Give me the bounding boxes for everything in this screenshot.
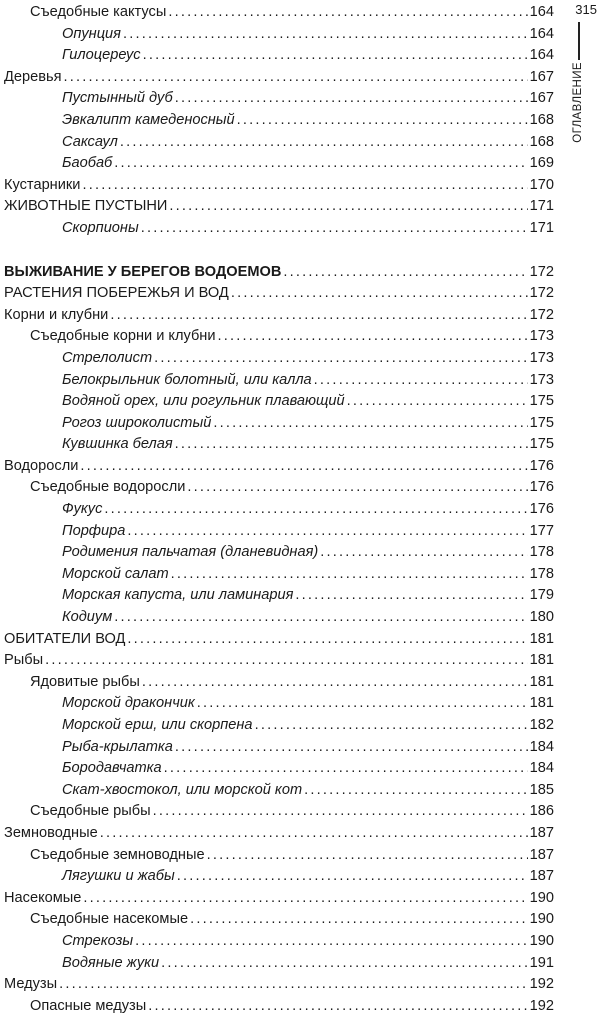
toc-entry-page: 173 bbox=[529, 349, 554, 366]
toc-entry-title: Опунция bbox=[62, 25, 121, 42]
dot-leader bbox=[283, 262, 527, 284]
toc-entry-page: 180 bbox=[529, 609, 554, 626]
dot-leader bbox=[143, 45, 528, 67]
dot-leader bbox=[120, 132, 528, 154]
toc-entry-title: Эвкалипт камеденосный bbox=[62, 111, 235, 128]
dot-leader bbox=[80, 456, 527, 478]
toc-entry-title: Водоросли bbox=[4, 457, 79, 474]
toc-entry bbox=[0, 888, 554, 910]
toc-entry bbox=[0, 629, 554, 651]
toc-entry-page: 175 bbox=[529, 436, 554, 453]
toc-entry-title: ВЫЖИВАНИЕ У БЕРЕГОВ ВОДОЕМОВ bbox=[4, 263, 282, 280]
toc-entry-page: 175 bbox=[529, 393, 554, 410]
toc-entry-title: Кодиум bbox=[62, 609, 113, 626]
toc-entry-page: 172 bbox=[529, 285, 554, 302]
toc-entry-page: 177 bbox=[529, 522, 554, 539]
toc-entry-page: 167 bbox=[529, 68, 554, 85]
toc-entry bbox=[0, 542, 554, 564]
toc-entry-title: ОБИТАТЕЛИ ВОД bbox=[4, 630, 126, 647]
toc-entry-title: Кустарники bbox=[4, 176, 81, 193]
dot-leader bbox=[45, 650, 528, 672]
toc-entry-page: 179 bbox=[529, 587, 554, 604]
toc-entry bbox=[0, 801, 554, 823]
toc-entry bbox=[0, 153, 554, 175]
toc-entry-page: 182 bbox=[529, 717, 554, 733]
dot-leader bbox=[154, 348, 528, 370]
toc-entry bbox=[0, 110, 554, 132]
toc-entry-page: 176 bbox=[529, 501, 554, 518]
table-of-contents bbox=[0, 2, 554, 1017]
toc-entry-page: 181 bbox=[529, 652, 554, 669]
toc-entry-page: 190 bbox=[529, 932, 554, 949]
toc-entry-page: 167 bbox=[529, 90, 554, 107]
toc-entry-page: 178 bbox=[529, 544, 554, 561]
dot-leader bbox=[218, 326, 528, 348]
toc-entry bbox=[0, 521, 554, 543]
dot-leader bbox=[169, 196, 527, 218]
toc-entry-page: 171 bbox=[529, 219, 554, 236]
toc-entry-page: 185 bbox=[529, 781, 554, 798]
toc-entry-page: 164 bbox=[529, 47, 554, 64]
dot-leader bbox=[164, 758, 528, 780]
dot-leader bbox=[295, 585, 527, 607]
toc-entry-page: 181 bbox=[529, 630, 554, 647]
toc-entry bbox=[0, 67, 554, 89]
toc-entry bbox=[0, 305, 554, 327]
toc-entry-page: 181 bbox=[529, 673, 554, 690]
dot-leader bbox=[104, 499, 527, 521]
toc-entry-title: Фукус bbox=[62, 501, 103, 518]
dot-leader bbox=[175, 737, 528, 759]
dot-leader bbox=[175, 88, 528, 110]
page-number: 315 bbox=[575, 2, 597, 17]
toc-entry-title: Медузы bbox=[4, 976, 58, 993]
toc-entry-page: 192 bbox=[529, 997, 554, 1014]
toc-entry-page: 181 bbox=[529, 695, 554, 712]
toc-entry bbox=[0, 823, 554, 845]
toc-entry bbox=[0, 196, 554, 218]
toc-entry-title: Рыба-крылатка bbox=[62, 738, 173, 755]
toc-entry bbox=[0, 499, 554, 521]
dot-leader bbox=[148, 996, 527, 1017]
toc-entry-title: Съедобные кактусы bbox=[30, 4, 167, 20]
toc-entry bbox=[0, 845, 554, 867]
toc-entry bbox=[0, 931, 554, 953]
dot-leader bbox=[190, 909, 528, 931]
toc-entry bbox=[0, 909, 554, 931]
toc-entry-page: 176 bbox=[529, 479, 554, 496]
dot-leader bbox=[114, 153, 527, 175]
toc-entry-page: 191 bbox=[529, 954, 554, 971]
toc-entry-page: 187 bbox=[529, 868, 554, 885]
dot-leader bbox=[231, 283, 528, 305]
dot-leader bbox=[127, 521, 527, 543]
toc-entry bbox=[0, 780, 554, 802]
toc-entry-page: 171 bbox=[529, 198, 554, 215]
dot-leader bbox=[135, 931, 528, 953]
dot-leader bbox=[114, 607, 527, 629]
toc-entry bbox=[0, 585, 554, 607]
toc-entry-title: Корни и клубни bbox=[4, 306, 109, 323]
dot-leader bbox=[82, 175, 527, 197]
toc-entry-title: Деревья bbox=[4, 68, 62, 85]
toc-entry bbox=[0, 996, 554, 1017]
dot-leader bbox=[304, 780, 528, 802]
toc-entry bbox=[0, 24, 554, 46]
dot-leader bbox=[100, 823, 528, 845]
toc-entry-page: 172 bbox=[529, 306, 554, 323]
toc-entry bbox=[0, 262, 554, 284]
toc-entry bbox=[0, 88, 554, 110]
toc-entry-page: 184 bbox=[529, 760, 554, 777]
dot-leader bbox=[314, 370, 528, 392]
toc-entry-page: 175 bbox=[529, 414, 554, 431]
toc-entry bbox=[0, 326, 554, 348]
dot-leader bbox=[255, 715, 528, 737]
toc-entry bbox=[0, 737, 554, 759]
toc-entry bbox=[0, 564, 554, 586]
toc-entry-title: Ядовитые рыбы bbox=[30, 673, 140, 690]
toc-entry bbox=[0, 413, 554, 435]
toc-entry bbox=[0, 477, 554, 499]
sidebar-rule bbox=[578, 22, 580, 60]
sidebar-label: ОГЛАВЛЕНИЕ bbox=[572, 62, 584, 143]
dot-leader bbox=[59, 974, 528, 996]
dot-leader bbox=[142, 672, 528, 694]
toc-entry bbox=[0, 370, 554, 392]
dot-leader bbox=[177, 866, 528, 888]
dot-leader bbox=[168, 2, 527, 24]
dot-leader bbox=[64, 67, 528, 89]
toc-entry-title: Порфира bbox=[62, 522, 126, 539]
toc-entry bbox=[0, 650, 554, 672]
toc-entry-page: 169 bbox=[529, 155, 554, 172]
toc-entry-title: Рогоз широколистый bbox=[62, 414, 212, 431]
toc-entry-title: Земноводные bbox=[4, 824, 98, 841]
toc-entry-title: Съедобные земноводные bbox=[30, 846, 205, 863]
toc-entry-title: Съедобные водоросли bbox=[30, 479, 186, 496]
page-sidebar bbox=[570, 0, 600, 160]
toc-entry-page: 176 bbox=[529, 457, 554, 474]
toc-entry bbox=[0, 175, 554, 197]
dot-leader bbox=[153, 801, 528, 823]
toc-entry-title: Кувшинка белая bbox=[62, 436, 173, 453]
toc-entry-title: Белокрыльник болотный, или калла bbox=[62, 371, 312, 388]
toc-entry-page: 186 bbox=[529, 803, 554, 820]
toc-entry-title: Морская капуста, или ламинария bbox=[62, 587, 294, 604]
toc-entry bbox=[0, 2, 554, 24]
toc-entry-title: Баобаб bbox=[62, 155, 113, 172]
toc-entry-title: РАСТЕНИЯ ПОБЕРЕЖЬЯ И ВОД bbox=[4, 285, 229, 302]
toc-entry bbox=[0, 953, 554, 975]
toc-entry-page: 190 bbox=[529, 911, 554, 928]
toc-entry-page: 168 bbox=[529, 133, 554, 150]
toc-entry-page: 187 bbox=[529, 824, 554, 841]
dot-leader bbox=[347, 391, 528, 413]
toc-entry-title: Пустынный дуб bbox=[62, 90, 173, 107]
dot-leader bbox=[171, 564, 528, 586]
dot-leader bbox=[207, 845, 528, 867]
toc-entry-title: Морской дракончик bbox=[62, 695, 195, 712]
toc-entry-title: Насекомые bbox=[4, 889, 82, 906]
toc-entry bbox=[0, 456, 554, 478]
toc-entry bbox=[0, 45, 554, 67]
toc-entry-title: Скорпионы bbox=[62, 219, 139, 236]
toc-entry-title: Саксаул bbox=[62, 133, 118, 150]
toc-entry-title: Бородавчатка bbox=[62, 760, 162, 777]
toc-entry-title: ЖИВОТНЫЕ ПУСТЫНИ bbox=[4, 198, 168, 215]
toc-entry bbox=[0, 672, 554, 694]
toc-entry bbox=[0, 391, 554, 413]
dot-leader bbox=[187, 477, 527, 499]
toc-entry-page: 187 bbox=[529, 846, 554, 863]
dot-leader bbox=[141, 218, 528, 240]
toc-entry bbox=[0, 693, 554, 715]
toc-entry bbox=[0, 715, 554, 737]
toc-entry-page: 164 bbox=[529, 4, 554, 20]
toc-entry bbox=[0, 283, 554, 305]
toc-entry-title: Стрекозы bbox=[62, 932, 134, 949]
toc-entry bbox=[0, 866, 554, 888]
toc-entry-page: 172 bbox=[529, 263, 554, 280]
dot-leader bbox=[110, 305, 527, 327]
dot-leader bbox=[320, 542, 527, 564]
toc-entry bbox=[0, 974, 554, 996]
toc-entry-page: 170 bbox=[529, 176, 554, 193]
toc-entry-title: Лягушки и жабы bbox=[62, 868, 175, 885]
toc-entry-title: Родимения пальчатая (дланевидная) bbox=[62, 544, 319, 561]
toc-entry-page: 190 bbox=[529, 889, 554, 906]
toc-entry-title: Морской ерш, или скорпена bbox=[62, 717, 253, 733]
toc-entry-page: 192 bbox=[529, 976, 554, 993]
toc-entry-page: 173 bbox=[529, 371, 554, 388]
toc-entry-title: Съедобные корни и клубни bbox=[30, 328, 216, 345]
dot-leader bbox=[127, 629, 527, 651]
toc-entry-title: Опасные медузы bbox=[30, 997, 147, 1014]
dot-leader bbox=[83, 888, 527, 910]
toc-entry bbox=[0, 218, 554, 240]
toc-entry-title: Стрелолист bbox=[62, 349, 153, 366]
toc-entry-title: Рыбы bbox=[4, 652, 44, 669]
toc-entry-title: Скат-хвостокол, или морской кот bbox=[62, 781, 303, 798]
toc-entry bbox=[0, 132, 554, 154]
toc-entry bbox=[0, 348, 554, 370]
dot-leader bbox=[161, 953, 527, 975]
toc-entry-page: 173 bbox=[529, 328, 554, 345]
toc-entry-title: Морской салат bbox=[62, 565, 169, 582]
dot-leader bbox=[123, 24, 528, 46]
toc-entry bbox=[0, 758, 554, 780]
dot-leader bbox=[197, 693, 528, 715]
dot-leader bbox=[237, 110, 528, 132]
toc-entry-page: 164 bbox=[529, 25, 554, 42]
dot-leader bbox=[213, 413, 527, 435]
toc-entry-title: Водяной орех, или рогульник плавающий bbox=[62, 393, 345, 410]
toc-entry-page: 178 bbox=[529, 565, 554, 582]
dot-leader bbox=[175, 434, 528, 456]
toc-entry-page: 168 bbox=[529, 111, 554, 128]
toc-entry-title: Водяные жуки bbox=[62, 954, 160, 971]
toc-entry-title: Съедобные рыбы bbox=[30, 803, 151, 820]
toc-entry-page: 184 bbox=[529, 738, 554, 755]
toc-entry bbox=[0, 607, 554, 629]
toc-entry-title: Съедобные насекомые bbox=[30, 911, 189, 928]
toc-entry bbox=[0, 434, 554, 456]
toc-entry-title: Гилоцереус bbox=[62, 47, 141, 64]
